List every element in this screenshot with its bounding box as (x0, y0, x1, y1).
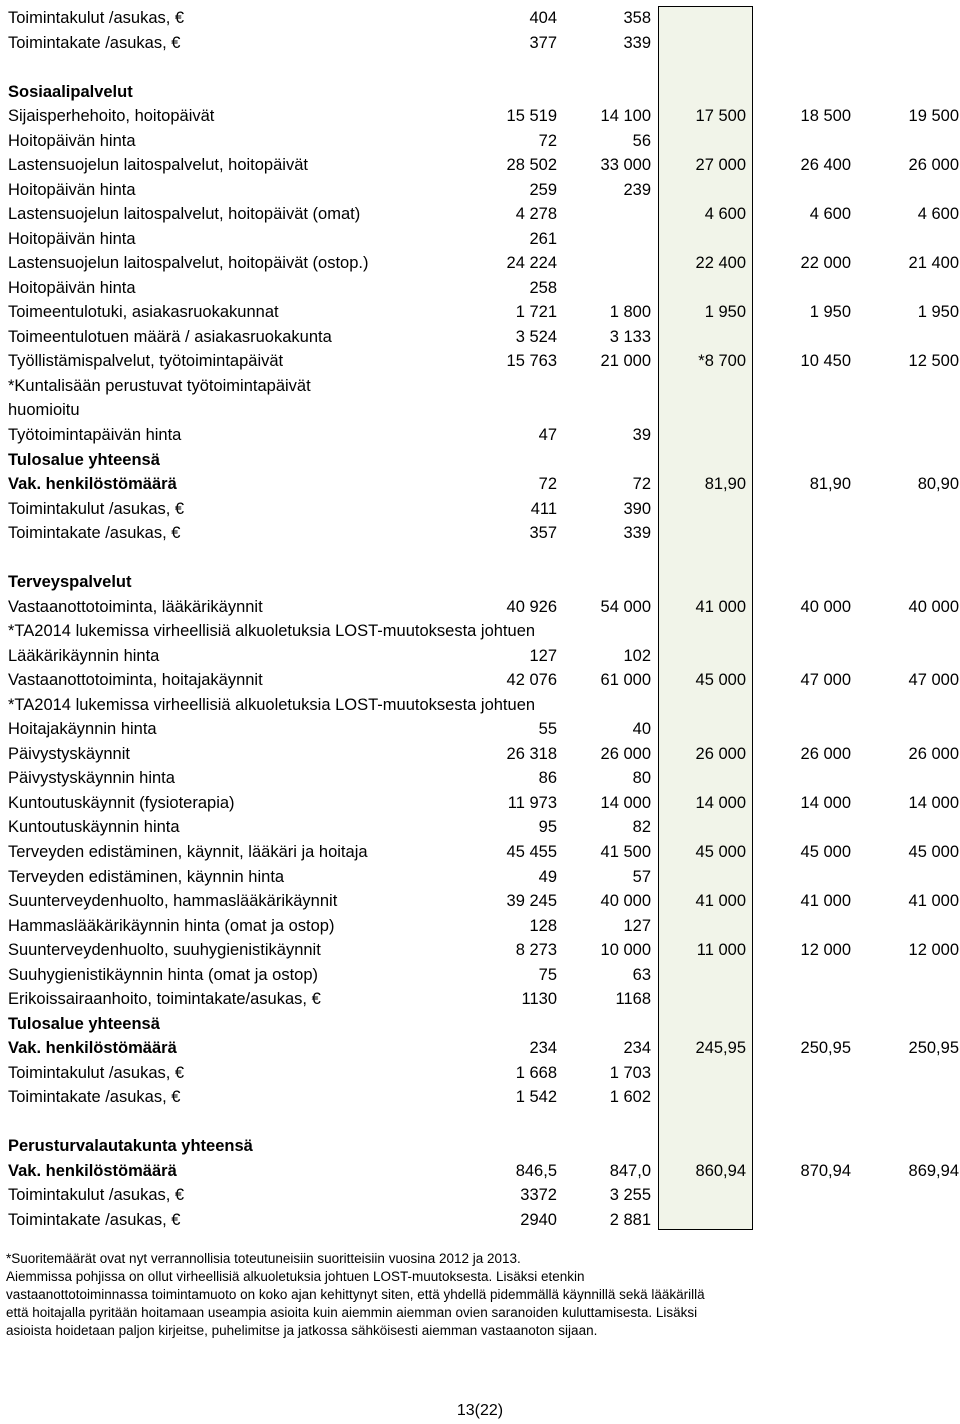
row-value: 47 (538, 426, 557, 444)
row-value: 41 500 (600, 843, 651, 862)
table-row (0, 619, 960, 643)
row-label: Terveyden edistäminen, käynnin hinta (8, 867, 285, 886)
table-row (0, 202, 960, 226)
row-label: Tulosalue yhteensä (8, 1014, 160, 1033)
row-value: 1 950 (917, 303, 959, 322)
table-row (0, 668, 960, 692)
row-value: 10 000 (600, 941, 651, 960)
table-row (0, 349, 960, 373)
row-value: 47 000 (800, 671, 851, 690)
row-value: 102 (623, 646, 651, 665)
row-value: 26 000 (908, 744, 959, 763)
row-value: 3372 (520, 1186, 557, 1205)
table-row (0, 815, 960, 839)
row-label: Työtoimintapäivän hinta (8, 426, 182, 444)
table-row (0, 840, 960, 864)
table-row (0, 938, 960, 962)
table-row (0, 742, 960, 766)
footnote-line: asioista hoidetaan paljon kirjeitse, puhelimitse ja jatkossa sähköisesti aiemman vastaanoton sijaan. (6, 1323, 598, 1338)
row-label: Hoitopäivän hinta (8, 180, 136, 199)
row-value: 390 (623, 499, 651, 518)
row-value: 11 000 (696, 941, 746, 960)
row-label: Kuntoutuskäynnin hinta (8, 818, 180, 837)
row-value: 45 455 (506, 843, 557, 862)
row-label: Lääkärikäynnin hinta (8, 646, 160, 665)
row-value: 39 245 (506, 892, 557, 911)
row-value: 869,94 (908, 1161, 959, 1180)
row-label: Toimeentulotuki, asiakasruokakunnat (8, 303, 279, 322)
row-value: 258 (529, 278, 557, 297)
row-value: 10 450 (800, 352, 851, 371)
table-row (0, 1061, 960, 1085)
table-row (0, 521, 960, 545)
row-value: 4 600 (809, 205, 851, 224)
row-value: 234 (623, 1039, 651, 1058)
row-label: Toimintakulut /asukas, € (8, 1186, 185, 1205)
row-value: 22 400 (695, 254, 746, 273)
table-row (0, 889, 960, 913)
row-value: 49 (538, 867, 557, 886)
row-value: 11 973 (507, 793, 557, 812)
row-value: 404 (529, 9, 557, 27)
row-value: 80,90 (917, 475, 959, 494)
row-value: 72 (538, 475, 557, 494)
row-label: Lastensuojelun laitospalvelut, hoitopäivät (omat) (8, 205, 361, 224)
footnote-line: että hoitajalla pyritään hoitamaan useampia asioita kuin aiemmin aiemman ovien saranoiden kuluttamisesta. Lisäksi (6, 1305, 698, 1320)
row-value: 45 000 (695, 671, 746, 690)
row-value: 1 950 (704, 303, 746, 322)
table-row (0, 178, 960, 202)
row-label: Tulosalue yhteensä (8, 450, 160, 469)
row-value: 14 000 (800, 793, 851, 812)
row-label: Suunterveydenhuolto, hammaslääkärikäynnit (8, 892, 338, 911)
table-row (0, 448, 960, 472)
table-row (0, 1036, 960, 1060)
row-value: 26 318 (506, 744, 557, 763)
row-value: 3 255 (609, 1186, 651, 1205)
table-row (0, 472, 960, 496)
row-value: 250,95 (800, 1039, 851, 1058)
row-value: 14 100 (600, 107, 651, 126)
page-number: 13(22) (456, 1402, 504, 1419)
row-value: 40 (632, 720, 651, 739)
row-label: Vak. henkilöstömäärä (8, 1039, 177, 1058)
table-row (0, 987, 960, 1011)
row-value: 4 600 (704, 205, 746, 224)
table-row (0, 31, 960, 55)
row-value: 250,95 (908, 1039, 959, 1058)
table-row (0, 104, 960, 128)
row-value: 127 (529, 646, 557, 665)
footnote (6, 1250, 956, 1340)
row-label: Toimeentulotuen määrä / asiakasruokakunta (8, 327, 332, 346)
row-label: *TA2014 lukemissa virheellisiä alkuoletuksia LOST-muutoksesta johtuen (8, 695, 536, 714)
row-label: Terveyspalvelut (8, 573, 132, 592)
table-row (0, 398, 960, 422)
row-value: 847,0 (609, 1161, 651, 1180)
row-value: 1 668 (515, 1063, 557, 1082)
row-value: 261 (529, 229, 557, 248)
row-label: Perusturvalautakunta yhteensä (8, 1137, 253, 1156)
footnote-line: Aiemmissa pohjissa on ollut virheellisiä alkuoletuksia johtuen LOST-muutoksesta. Lisäksi etenkin (6, 1269, 585, 1284)
row-value: 128 (529, 916, 557, 935)
row-value: 339 (623, 33, 651, 52)
row-value: 18 500 (800, 107, 851, 126)
row-value: 127 (623, 916, 651, 935)
row-value: 19 500 (908, 107, 959, 126)
row-label: Sosiaalipalvelut (8, 82, 133, 101)
row-value: 14 000 (908, 793, 959, 812)
row-value: 63 (632, 965, 651, 984)
row-label: Vak. henkilöstömäärä (8, 475, 177, 494)
table-row (0, 251, 960, 275)
row-label: Toimintakate /asukas, € (8, 33, 181, 52)
table-row (0, 1012, 960, 1036)
row-label: Päivystyskäynnin hinta (8, 769, 175, 788)
row-value: 41 000 (800, 892, 851, 911)
row-label: Toimintakate /asukas, € (8, 1210, 181, 1229)
row-value: 40 000 (600, 892, 651, 911)
row-label: Hoitopäivän hinta (8, 229, 136, 248)
row-value: 40 926 (506, 597, 557, 616)
row-label: Toimintakulut /asukas, € (8, 499, 185, 518)
row-value: 28 502 (506, 156, 557, 175)
row-value: 3 133 (609, 327, 651, 346)
table-row (0, 325, 960, 349)
row-value: 22 000 (800, 254, 851, 273)
row-value: 33 000 (600, 156, 651, 175)
row-value: 95 (538, 818, 557, 837)
row-value: 2 881 (609, 1210, 651, 1229)
row-value: 81,90 (704, 475, 746, 494)
row-label: Hoitopäivän hinta (8, 131, 136, 150)
row-label: Hoitopäivän hinta (8, 278, 136, 297)
row-value: 1 950 (809, 303, 851, 322)
row-label: Toimintakulut /asukas, € (8, 9, 185, 27)
table-row (0, 80, 960, 104)
row-value: 4 278 (515, 205, 557, 224)
table-row (0, 766, 960, 790)
row-value: *8 700 (698, 352, 746, 371)
row-label: Suuhygienistikäynnin hinta (omat ja ostop) (8, 965, 319, 984)
row-value: 55 (538, 720, 557, 739)
row-value: 57 (632, 867, 651, 886)
row-value: 81,90 (809, 475, 851, 494)
row-value: 1 800 (609, 303, 651, 322)
row-value: 14 000 (600, 793, 651, 812)
row-value: 61 000 (600, 671, 651, 690)
row-label: *TA2014 lukemissa virheellisiä alkuoletuksia LOST-muutoksesta johtuen (8, 622, 536, 641)
table-row (0, 374, 960, 398)
row-value: 40 000 (800, 597, 851, 616)
row-value: 377 (529, 33, 557, 52)
row-value: 1 721 (515, 303, 557, 322)
row-label: Hammaslääkärikäynnin hinta (omat ja ostop) (8, 916, 335, 935)
row-label: Vastaanottotoiminta, hoitajakäynnit (8, 671, 263, 690)
row-value: 26 000 (908, 156, 959, 175)
row-label: Suunterveydenhuolto, suuhygienistikäynnit (8, 941, 321, 960)
row-value: 41 000 (908, 892, 959, 911)
row-label: Toimintakate /asukas, € (8, 1088, 181, 1107)
table-row (0, 1208, 960, 1232)
row-value: 21 000 (600, 352, 651, 371)
row-value: 17 500 (695, 107, 746, 126)
table-row (0, 423, 960, 447)
table-row (0, 129, 960, 153)
table-row (0, 153, 960, 177)
row-value: 39 (632, 426, 651, 444)
row-value: 4 600 (917, 205, 959, 224)
row-label: Sijaisperhehoito, hoitopäivät (8, 107, 215, 126)
table-row (0, 1183, 960, 1207)
row-value: 3 524 (515, 327, 557, 346)
row-value: 14 000 (695, 793, 746, 812)
row-value: 21 400 (908, 254, 959, 273)
table-row (0, 1110, 960, 1134)
table-row (0, 693, 960, 717)
row-value: 15 519 (506, 107, 557, 126)
row-value: 339 (623, 524, 651, 543)
row-value: 72 (632, 475, 651, 494)
row-value: 12 500 (908, 352, 959, 371)
row-value: 357 (529, 524, 557, 543)
table-row (0, 1134, 960, 1158)
table-row (0, 276, 960, 300)
row-value: 1 703 (609, 1063, 651, 1082)
row-value: 82 (632, 818, 651, 837)
row-value: 42 076 (506, 671, 557, 690)
row-label: Päivystyskäynnit (8, 744, 130, 763)
row-value: 8 273 (515, 941, 557, 960)
row-value: 860,94 (695, 1161, 746, 1180)
row-value: 870,94 (800, 1161, 851, 1180)
row-label: *Kuntalisään perustuvat työtoimintapäivät (8, 376, 311, 395)
row-value: 45 000 (908, 843, 959, 862)
table-row (0, 595, 960, 619)
table-row (0, 1085, 960, 1109)
row-value: 41 000 (695, 892, 746, 911)
row-value: 56 (632, 131, 651, 150)
row-value: 259 (529, 180, 557, 199)
row-value: 1168 (615, 990, 651, 1009)
row-label: Terveyden edistäminen, käynnit, lääkäri ja hoitaja (8, 843, 368, 862)
table-row (0, 717, 960, 741)
row-value: 26 000 (800, 744, 851, 763)
table-row (0, 6, 960, 30)
table-row (0, 300, 960, 324)
row-value: 75 (538, 965, 557, 984)
row-value: 239 (623, 180, 651, 199)
row-value: 26 000 (695, 744, 746, 763)
row-value: 24 224 (506, 254, 557, 273)
table-row (0, 791, 960, 815)
row-label: Vastaanottotoiminta, lääkärikäynnit (8, 597, 263, 616)
row-label: Toimintakate /asukas, € (8, 524, 181, 543)
row-label: huomioitu (8, 401, 80, 420)
row-value: 47 000 (908, 671, 959, 690)
table-row (0, 570, 960, 594)
row-value: 1 542 (515, 1088, 557, 1107)
row-value: 45 000 (800, 843, 851, 862)
row-value: 2940 (520, 1210, 557, 1229)
row-value: 15 763 (506, 352, 557, 371)
footnote-line: *Suoritemäärät ovat nyt verrannollisia toteutuneisiin suoritteisiin vuosina 2012 ja 2013. (6, 1251, 521, 1266)
row-value: 846,5 (515, 1161, 557, 1180)
row-value: 45 000 (695, 843, 746, 862)
table-row (0, 644, 960, 668)
row-label: Kuntoutuskäynnit (fysioterapia) (8, 793, 235, 812)
table-row (0, 1159, 960, 1183)
table-row (0, 963, 960, 987)
row-value: 411 (530, 499, 557, 518)
row-label: Lastensuojelun laitospalvelut, hoitopäivät (ostop.) (8, 254, 369, 273)
row-value: 358 (623, 9, 651, 27)
row-value: 12 000 (800, 941, 851, 960)
table-row (0, 914, 960, 938)
row-label: Vak. henkilöstömäärä (8, 1161, 177, 1180)
footnote-line: vastaanottotoiminnassa toimintamuoto on koko ajan kehittynyt siten, että yhdellä pidemmällä käynnillä sekä lääkärillä (6, 1287, 705, 1302)
table-row (0, 55, 960, 79)
row-value: 245,95 (695, 1039, 746, 1058)
table-row (0, 865, 960, 889)
row-label: Erikoissairaanhoito, toimintakate/asukas, € (8, 990, 321, 1009)
row-value: 26 400 (800, 156, 851, 175)
row-value: 26 000 (600, 744, 651, 763)
row-value: 41 000 (695, 597, 746, 616)
row-value: 86 (538, 769, 557, 788)
row-value: 1130 (521, 990, 557, 1009)
row-value: 72 (538, 131, 557, 150)
row-label: Toimintakulut /asukas, € (8, 1063, 185, 1082)
row-value: 12 000 (908, 941, 959, 960)
row-value: 1 602 (609, 1088, 651, 1107)
row-label: Työllistämispalvelut, työtoimintapäivät (8, 352, 284, 371)
table-row (0, 546, 960, 570)
row-value: 234 (529, 1039, 557, 1058)
row-label: Lastensuojelun laitospalvelut, hoitopäivät (8, 156, 308, 175)
row-value: 54 000 (600, 597, 651, 616)
row-label: Hoitajakäynnin hinta (8, 720, 157, 739)
row-value: 27 000 (695, 156, 746, 175)
table-row (0, 227, 960, 251)
row-value: 40 000 (908, 597, 959, 616)
table-row (0, 497, 960, 521)
row-value: 80 (632, 769, 651, 788)
